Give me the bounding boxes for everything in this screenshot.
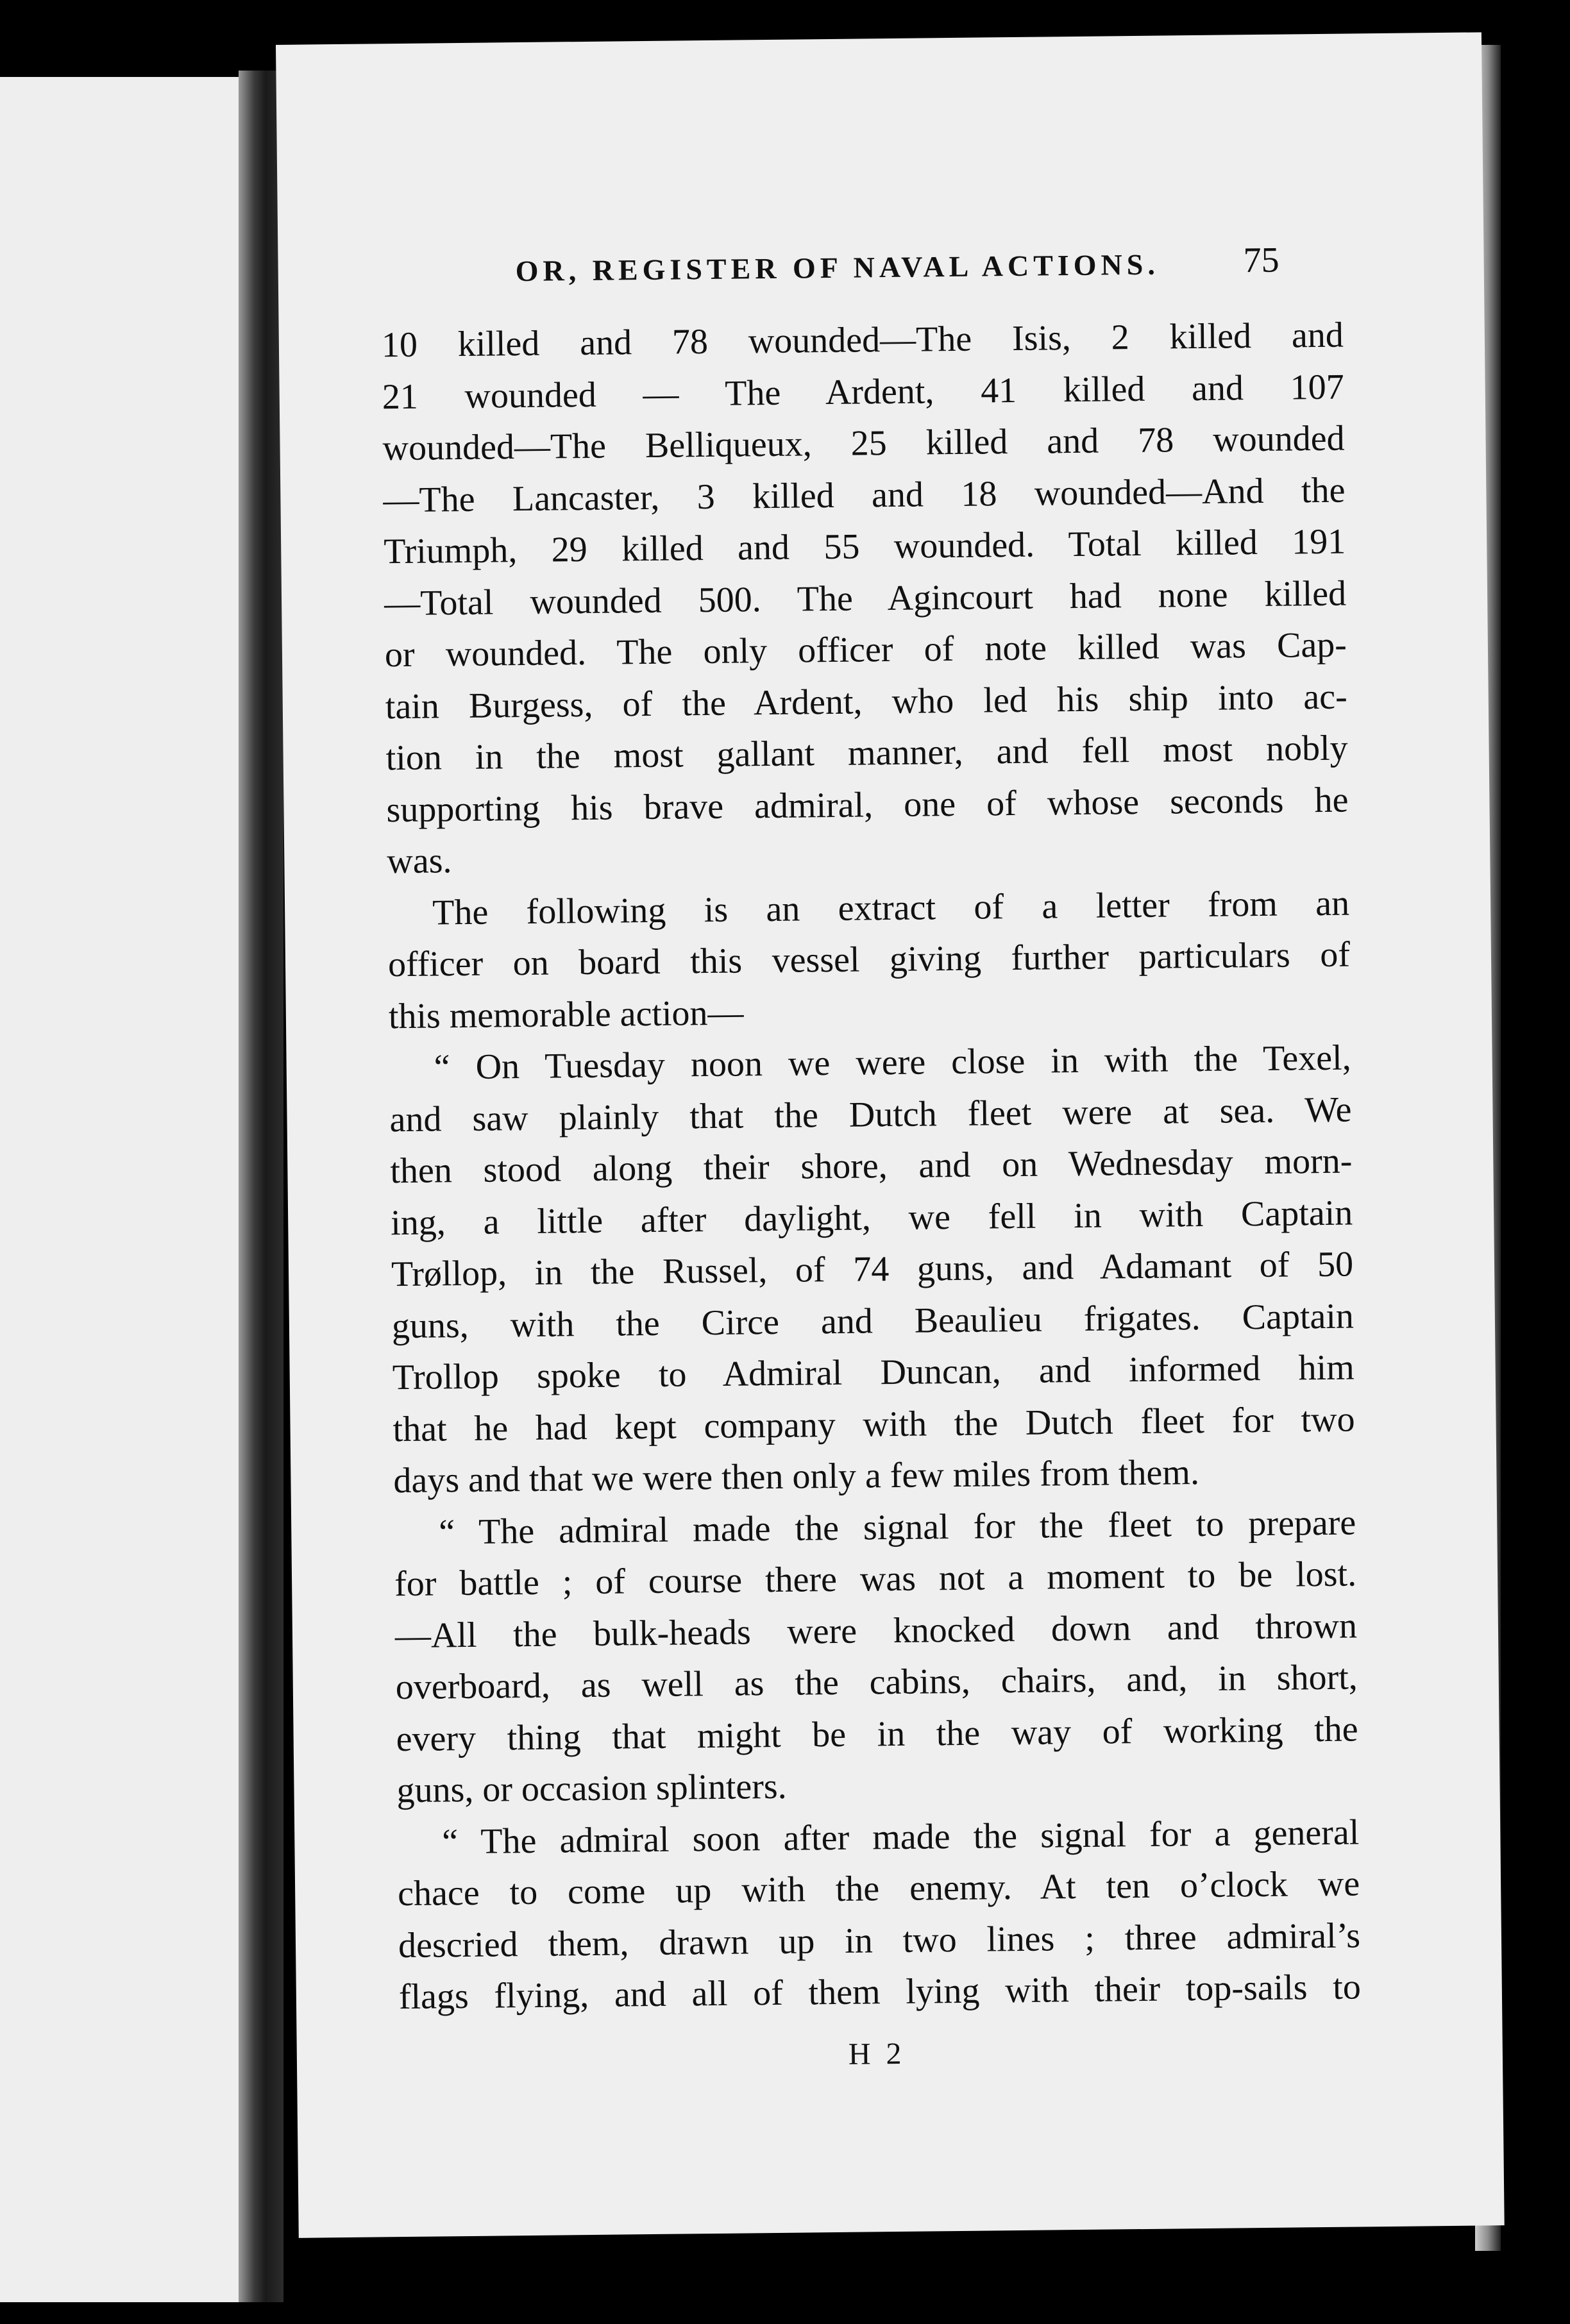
text-line: flags flying, and all of them lying with their top-sails to: [398, 1967, 1362, 2017]
text-line: overboard, as well as the cabins, chairs, and, in short,: [395, 1657, 1358, 1708]
text-line: and saw plainly that the Dutch fleet were at sea. We: [389, 1090, 1352, 1140]
text-line: every thing that might be in the way of working the: [396, 1708, 1358, 1759]
text-line: supporting his brave admiral, one of whose seconds he: [386, 780, 1349, 830]
text-line: 10 killed and 78 wounded—The Isis, 2 killed and: [381, 315, 1344, 366]
text-line: then stood along their shore, and on Wednesday morn-: [390, 1141, 1353, 1191]
text-line: guns, with the Circe and Beaulieu frigates. Captain: [391, 1296, 1355, 1346]
text-line: that he had kept company with the Dutch fleet for two: [393, 1399, 1355, 1449]
text-line: tain Burgess, of the Ardent, who led his ship into ac-: [385, 677, 1348, 727]
text-line: for battle ; of course there was not a moment to be lost.: [394, 1554, 1357, 1604]
text-line: chace to come up with the enemy. At ten o’clock we: [397, 1864, 1360, 1914]
text-line: descried them, drawn up in two lines ; three admiral’s: [398, 1915, 1361, 1966]
text-line: tion in the most gallant manner, and fell most nobly: [385, 728, 1348, 779]
body-text: [381, 310, 1361, 2023]
signature-mark: H 2: [848, 2036, 906, 2071]
text-line: this memorable action—: [388, 992, 744, 1036]
text-line: Trollop spoke to Admiral Duncan, and informed him: [392, 1347, 1355, 1398]
text-line: was.: [387, 841, 452, 882]
text-line: days and that we were then only a few miles from them.: [393, 1453, 1200, 1501]
text-line: The following is an extract of a letter from an: [432, 883, 1350, 933]
left-page-edge: [0, 77, 247, 2302]
text-line: —Total wounded 500. The Agincourt had none killed: [384, 573, 1347, 623]
text-line: ing, a little after daylight, we fell in with Captain: [390, 1193, 1353, 1243]
text-line: Trøllop, in the Russel, of 74 guns, and Adamant of 50: [391, 1244, 1354, 1295]
book-gutter: [239, 71, 283, 2302]
text-line: or wounded. The only officer of note killed was Cap-: [384, 625, 1347, 675]
text-line: “ The admiral soon after made the signal for a general: [442, 1812, 1360, 1862]
text-line: Triumph, 29 killed and 55 wounded. Total killed 191: [383, 521, 1346, 572]
text-line: officer on board this vessel giving further particulars of: [387, 934, 1351, 985]
text-line: “ The admiral made the signal for the fleet to prepare: [438, 1502, 1356, 1552]
text-line: guns, or occasion splinters.: [396, 1766, 787, 1811]
page-number: 75: [1243, 240, 1279, 281]
text-line: wounded—The Belliqueux, 25 killed and 78 wounded: [382, 418, 1345, 469]
text-line: —The Lancaster, 3 killed and 18 wounded—And the: [383, 470, 1346, 520]
text-line: —All the bulk-heads were knocked down and thrown: [394, 1605, 1358, 1656]
right-page: [276, 32, 1505, 2237]
running-title: OR, REGISTER OF NAVAL ACTIONS.: [515, 248, 1160, 288]
text-line: 21 wounded — The Ardent, 41 killed and 107: [382, 367, 1344, 417]
text-line: “ On Tuesday noon we were close in with the Texel,: [434, 1038, 1351, 1088]
